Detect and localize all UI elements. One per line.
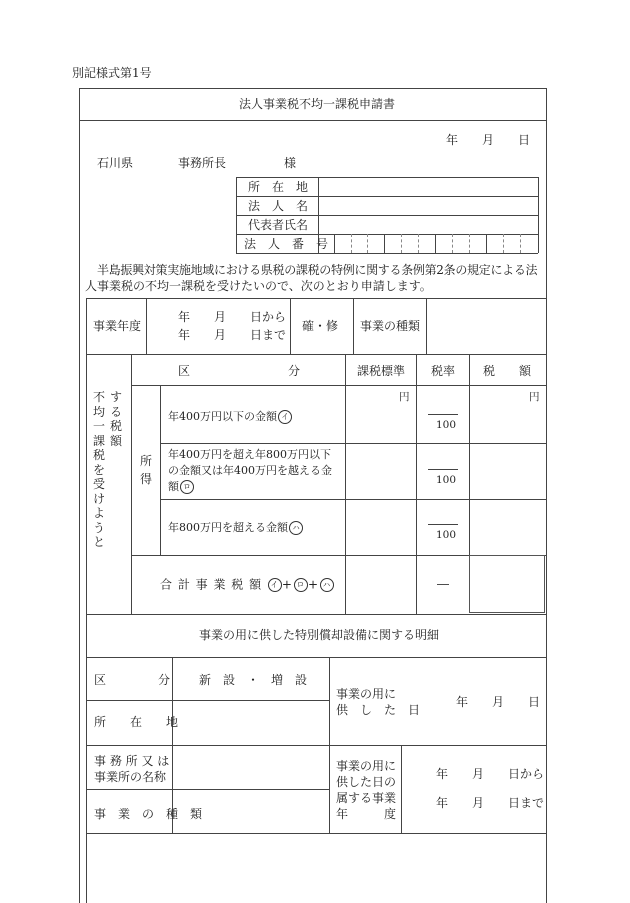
business-kind-label: 事 業 の 種 類	[94, 807, 203, 821]
representative-label: 代表者氏名	[248, 218, 309, 232]
total-circle-i-icon: イ	[268, 578, 282, 592]
total-circle-ha-icon: ハ	[320, 578, 334, 592]
date-month: 月	[482, 133, 495, 147]
fy-label-3: 属する事業	[336, 791, 397, 805]
form-title: 法人事業税不均一課税申請書	[239, 97, 396, 111]
fiscal-year-label: 事業年度	[93, 319, 142, 333]
fy-label-2: 供した日の	[336, 775, 397, 789]
statement-line-1: 半島振興対策実施地域における県税の課税の特例に関する条例第2条の規定による法	[97, 263, 538, 277]
frame-left	[79, 88, 80, 903]
row3-rate-line	[428, 524, 458, 525]
frame-top	[79, 88, 546, 89]
fiscal-year-to: 年 月 日まで	[178, 328, 287, 342]
row1-base-yen: 円	[399, 391, 410, 403]
fiscal-year-from: 年 月 日から	[178, 310, 287, 324]
kubun-b: 分	[158, 673, 171, 687]
fy-to: 年 月 日まで	[436, 796, 545, 810]
row2-label-line-2: の金額又は年400万円を越える金	[168, 464, 332, 477]
addressee-honorific: 様	[284, 156, 297, 170]
row1-label: 年400万円以下の金額 イ	[168, 410, 292, 424]
total-label: 合 計 事 業 税 額 イ + ロ + ハ	[160, 578, 334, 592]
circle-ro-icon: ロ	[180, 480, 194, 494]
fy-from: 年 月 日から	[436, 767, 545, 781]
circle-i-icon: イ	[278, 410, 292, 424]
income-char-1: 所	[140, 454, 153, 468]
row3-rate-denominator: 100	[436, 529, 457, 541]
fy-label-4: 年 度	[336, 807, 397, 821]
row2-label-line-1: 年400万円を超え年800万円以下	[168, 448, 331, 461]
kubun-a: 区	[94, 673, 107, 687]
row2-rate-denominator: 100	[436, 474, 457, 486]
header-zei: 税	[483, 364, 496, 378]
date-used-label-2: 供 し た 日	[336, 703, 421, 717]
return-type: 確・修	[302, 319, 339, 333]
new-extension-label: 新 設 ・ 増 設	[199, 673, 308, 687]
row1-rate-denominator: 100	[436, 419, 457, 431]
header-tax-base: 課税標準	[357, 364, 406, 378]
corporate-name-label: 法 人 名	[248, 199, 309, 213]
fy-label-1: 事業の用に	[336, 759, 397, 773]
header-tax-rate: 税率	[431, 364, 456, 378]
row1-rate-line	[428, 414, 458, 415]
addressee-prefecture: 石川県	[97, 156, 134, 170]
total-tax-box	[469, 555, 545, 613]
total-rate-dash: ―	[437, 577, 449, 591]
side-label-col-2: す る 税 額	[110, 390, 123, 448]
title-divider	[79, 120, 546, 121]
header-gaku: 額	[519, 364, 532, 378]
office-name-label-1: 事 務 所 又 は	[94, 754, 170, 768]
location-label: 所 在 地	[94, 715, 179, 729]
income-char-2: 得	[140, 472, 153, 486]
total-circle-ro-icon: ロ	[294, 578, 308, 592]
statement-line-2: 人事業税の不均一課税を受けたいので、次のとおり申請します。	[85, 279, 432, 293]
circle-ha-icon: ハ	[289, 521, 303, 535]
corporate-number-label: 法 人 番 号	[244, 237, 329, 251]
date-used-label-1: 事業の用に	[336, 687, 397, 701]
business-type-label: 事業の種類	[360, 319, 421, 333]
date-used-value: 年 月 日	[456, 695, 541, 709]
header-bun: 分	[288, 364, 301, 378]
date-day: 日	[518, 133, 531, 147]
equipment-title: 事業の用に供した特別償却設備に関する明細	[199, 628, 440, 642]
office-name-label-2: 事業所の名称	[94, 770, 167, 784]
row2-rate-line	[428, 469, 458, 470]
addressee-office: 事務所長	[178, 156, 227, 170]
row2-label-line-3: 額 ロ	[168, 480, 194, 494]
date-year: 年	[446, 133, 459, 147]
side-label-col-1: 不 均 一 課 税 を 受 け よ う と	[93, 390, 106, 549]
header-kubun: 区	[178, 364, 191, 378]
row1-tax-yen: 円	[529, 391, 540, 403]
row3-label: 年800万円を超える金額 ハ	[168, 521, 303, 535]
address-label: 所 在 地	[248, 180, 309, 194]
form-number: 別記様式第1号	[72, 66, 152, 80]
frame-right	[546, 88, 547, 903]
